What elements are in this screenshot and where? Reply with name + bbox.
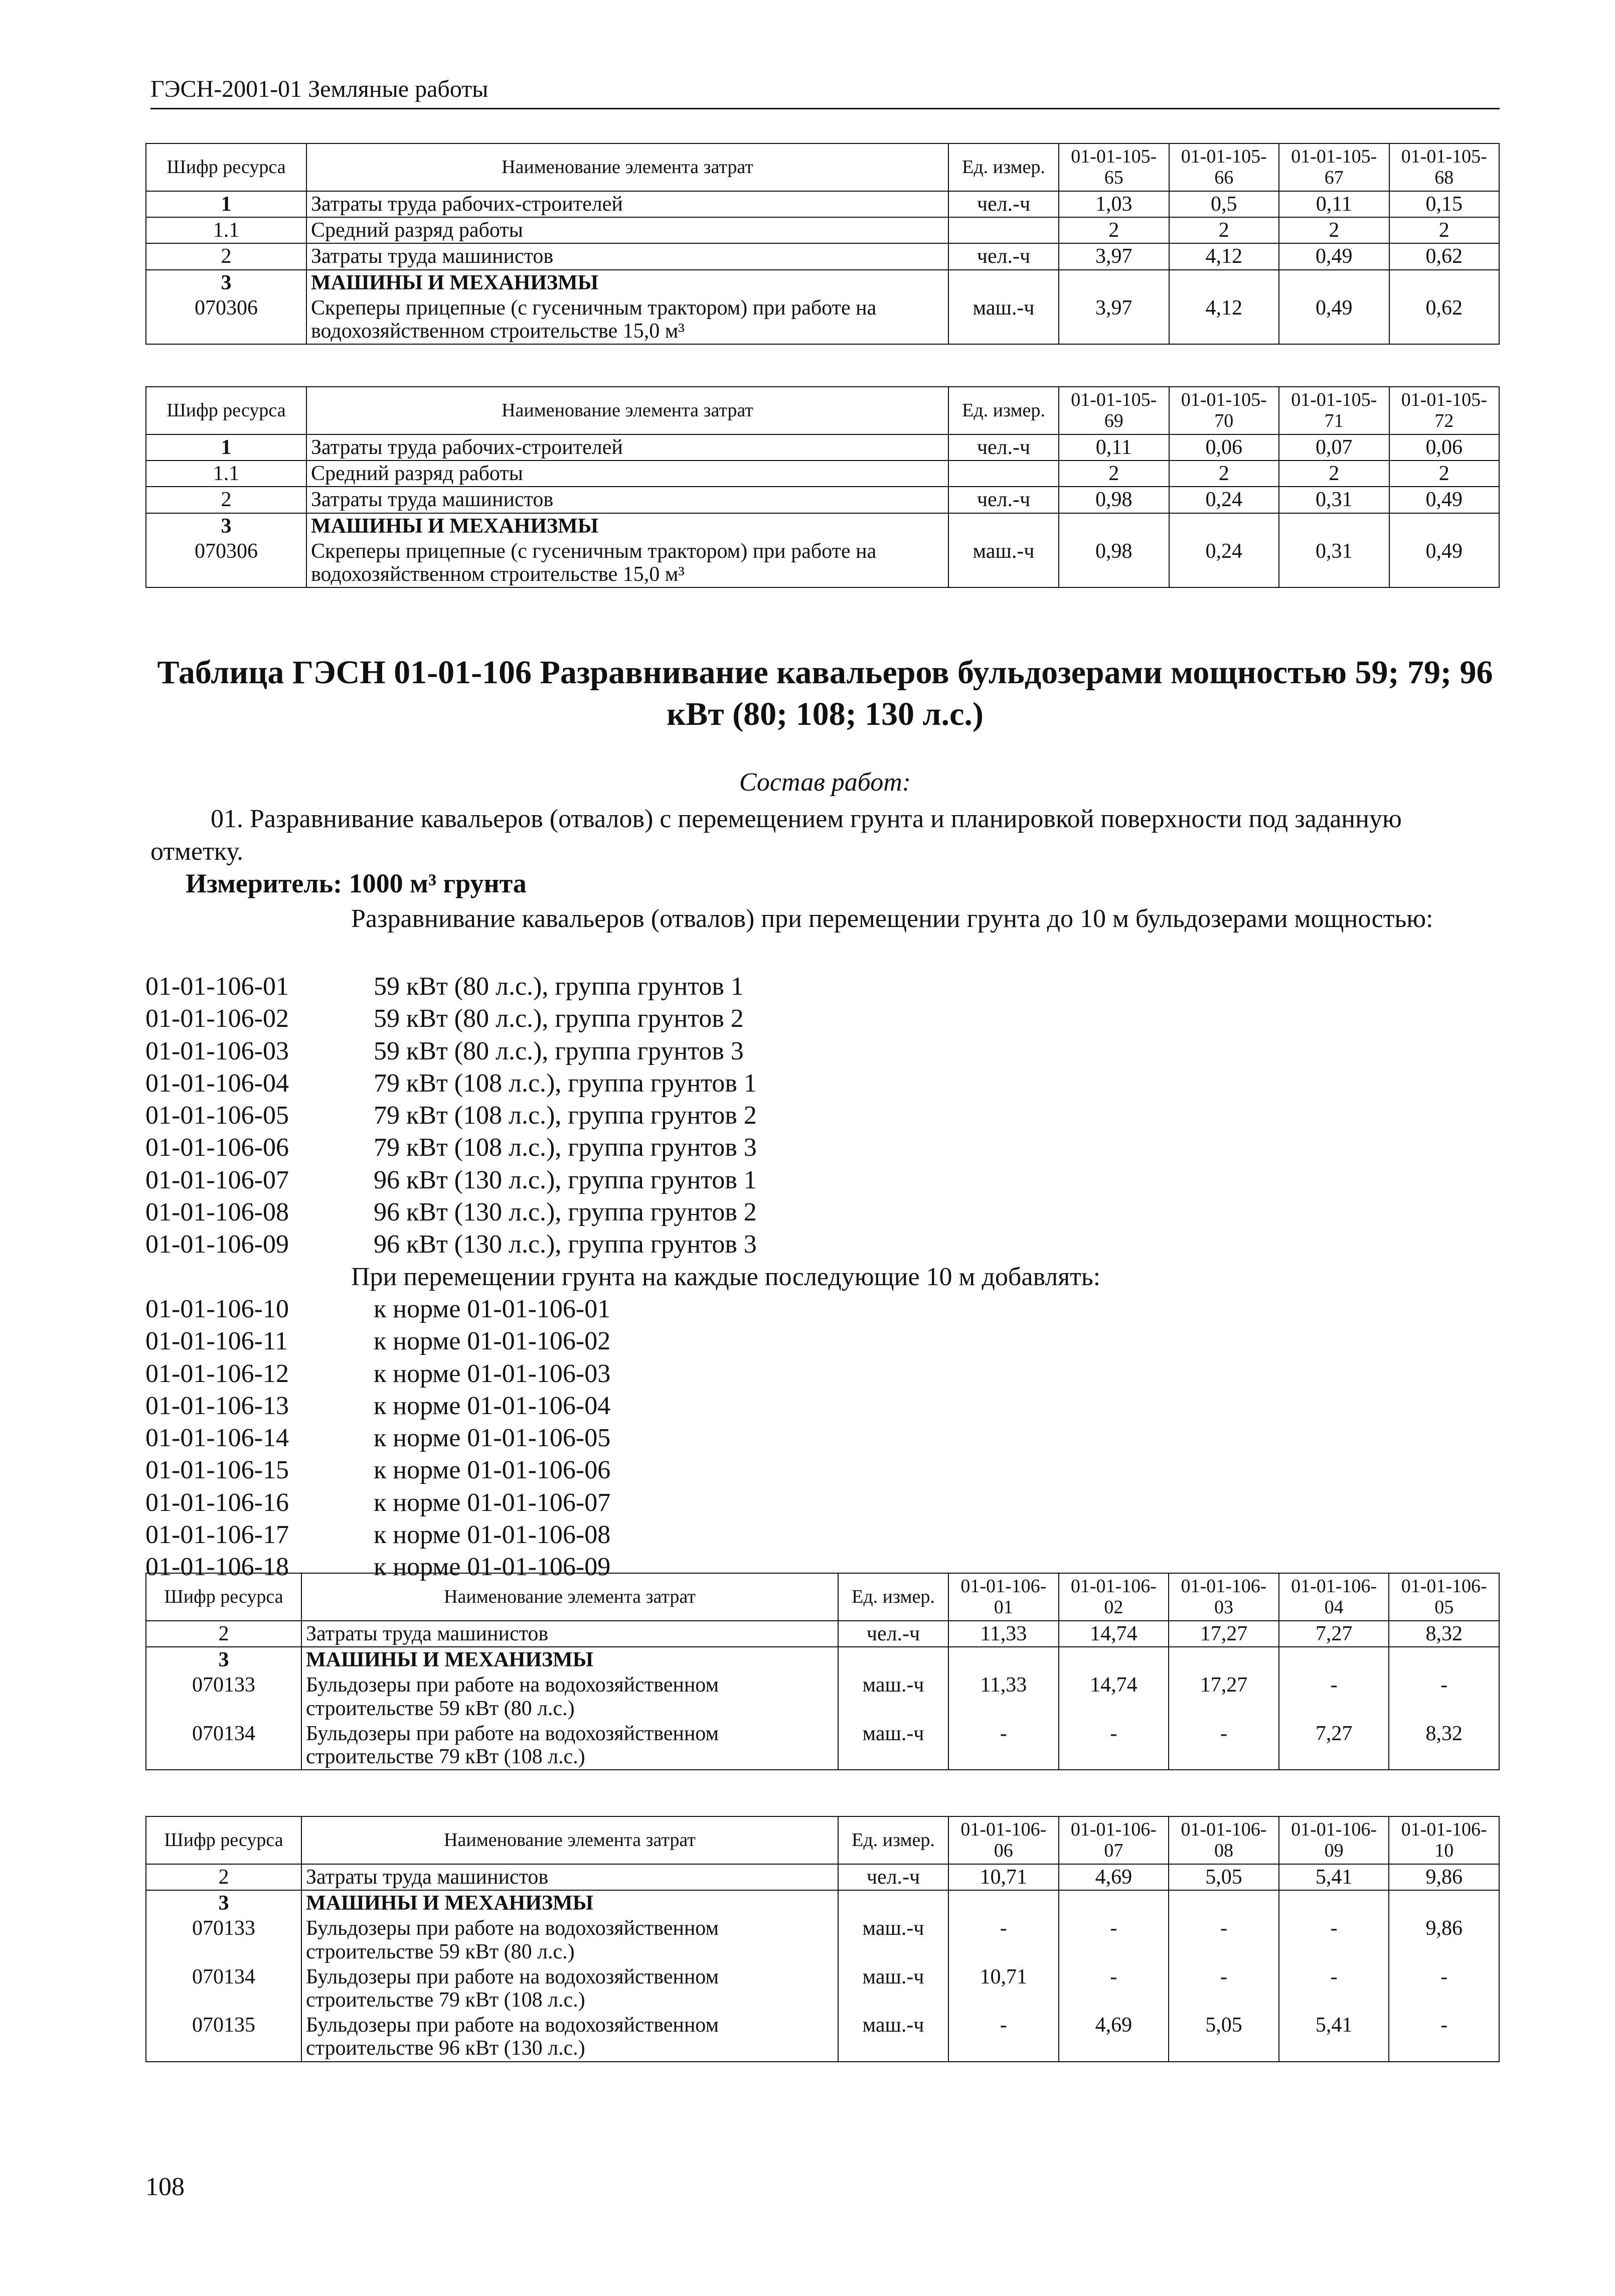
norm-value	[948, 1647, 1059, 1672]
list-item	[145, 1067, 1500, 1100]
list-item	[145, 971, 1500, 1003]
norm-value: 2	[1059, 461, 1169, 487]
norm-value	[948, 1890, 1059, 1916]
table-row	[146, 1721, 1499, 1770]
resource-table-105-69-72	[145, 386, 1500, 588]
table-row	[146, 1647, 1499, 1672]
resource-name: МАШИНЫ И МЕХАНИЗМЫ	[301, 1890, 838, 1916]
col-header-norm: 01-01-105-71	[1279, 387, 1389, 434]
norm-value: -	[1059, 1916, 1169, 1964]
norm-text: к норме 01-01-106-04	[374, 1391, 611, 1420]
col-header-code: Шифр ресурса	[146, 1573, 301, 1621]
resource-code: 3	[146, 270, 306, 295]
resource-unit	[948, 217, 1059, 243]
resource-unit: чел.-ч	[948, 191, 1059, 217]
norm-text: 96 кВт (130 л.с.), группа грунтов 3	[374, 1230, 757, 1259]
norm-value: -	[1169, 1916, 1279, 1964]
resource-unit: чел.-ч	[948, 243, 1059, 269]
col-header-norm: 01-01-106-08	[1169, 1816, 1279, 1864]
norm-value: 0,15	[1389, 191, 1500, 217]
norm-value: 3,97	[1059, 295, 1169, 344]
norm-code: 01-01-106-14	[145, 1424, 289, 1453]
resource-name: МАШИНЫ И МЕХАНИЗМЫ	[306, 513, 948, 539]
resource-unit: чел.-ч	[948, 434, 1059, 461]
resource-unit	[838, 1647, 948, 1672]
resource-name: Затраты труда машинистов	[301, 1621, 838, 1647]
col-header-norm: 01-01-106-05	[1389, 1573, 1499, 1621]
resource-name: Бульдозеры при работе на водохозяйственном строительстве 79 кВт (108 л.с.)	[301, 1721, 838, 1770]
norms-list	[145, 971, 1500, 1584]
col-header-name: Наименование элемента затрат	[306, 387, 948, 434]
resource-unit	[948, 513, 1059, 539]
resource-code: 070133	[146, 1672, 301, 1721]
measure-unit: Измеритель: 1000 м³ грунта	[186, 868, 527, 898]
list-item	[145, 1035, 1500, 1067]
col-header-norm: 01-01-106-02	[1059, 1573, 1169, 1621]
norm-value: 0,49	[1389, 539, 1500, 587]
resource-name: Скреперы прицепные (с гусеничным трактором) при работе на водохозяйственном строительстве 15,0 м³	[306, 295, 948, 344]
norm-code: 01-01-106-08	[145, 1198, 289, 1227]
norm-code: 01-01-106-12	[145, 1359, 289, 1388]
table-row	[146, 1916, 1499, 1964]
norm-text: 59 кВт (80 л.с.), группа грунтов 2	[374, 1004, 744, 1033]
norm-code: 01-01-106-17	[145, 1520, 289, 1550]
add-text: При перемещении грунта на каждые последующие 10 м добавлять:	[351, 1262, 1101, 1291]
norm-value: 2	[1169, 461, 1279, 487]
table-row	[146, 243, 1499, 269]
norm-text: 79 кВт (108 л.с.), группа грунтов 1	[374, 1068, 757, 1098]
norm-code: 01-01-106-16	[145, 1488, 289, 1517]
resource-table-106-01-05	[145, 1573, 1500, 1770]
resource-unit	[838, 1890, 948, 1916]
norm-code: 01-01-106-18	[145, 1553, 289, 1582]
resource-name: Средний разряд работы	[306, 461, 948, 487]
resource-name: Затраты труда машинистов	[306, 243, 948, 269]
resource-unit: маш.-ч	[838, 1916, 948, 1964]
page-number: 108	[145, 2173, 185, 2201]
resource-name: Бульдозеры при работе на водохозяйственном строительстве 96 кВт (130 л.с.)	[301, 2013, 838, 2061]
col-header-norm: 01-01-106-07	[1059, 1816, 1169, 1864]
norm-code: 01-01-106-07	[145, 1165, 289, 1194]
list-item	[145, 1487, 1500, 1519]
norm-text: к норме 01-01-106-02	[374, 1327, 611, 1356]
table-row	[146, 1621, 1499, 1647]
norm-value	[1279, 1647, 1389, 1672]
norm-value	[1279, 270, 1389, 295]
list-item	[145, 1422, 1500, 1454]
resource-code: 2	[146, 1864, 301, 1890]
resource-name: Затраты труда машинистов	[306, 487, 948, 513]
table-row	[146, 295, 1499, 344]
resource-unit: маш.-ч	[948, 295, 1059, 344]
col-header-unit: Ед. измер.	[838, 1816, 948, 1864]
resource-table-106-06-10	[145, 1816, 1500, 2062]
norm-value: 0,24	[1169, 487, 1279, 513]
norm-value: 4,12	[1169, 243, 1279, 269]
norm-value: -	[1389, 1964, 1499, 2013]
norm-value: 17,27	[1169, 1672, 1279, 1721]
col-header-unit: Ед. измер.	[948, 387, 1059, 434]
col-header-norm: 01-01-105-67	[1279, 143, 1389, 191]
table-title: Таблица ГЭСН 01-01-106 Разравнивание кавальеров бульдозерами мощностью 59; 79; 96 кВт (80; 108; 130 л.с.)	[157, 654, 1493, 732]
norm-value: 0,11	[1279, 191, 1389, 217]
norm-value: -	[1279, 1964, 1389, 2013]
resource-unit	[948, 461, 1059, 487]
resource-unit: маш.-ч	[838, 1721, 948, 1770]
resource-code: 3	[146, 1890, 301, 1916]
norm-text: к норме 01-01-106-08	[374, 1520, 611, 1550]
norm-value: 5,05	[1169, 2013, 1279, 2061]
col-header-norm: 01-01-106-06	[948, 1816, 1059, 1864]
norm-value	[1169, 513, 1279, 539]
list-item	[145, 1325, 1500, 1357]
table-row	[146, 270, 1499, 295]
resource-name: Затраты труда машинистов	[301, 1864, 838, 1890]
norm-value: 3,97	[1059, 243, 1169, 269]
norm-value: 0,24	[1169, 539, 1279, 587]
resource-code: 3	[146, 1647, 301, 1672]
list-item	[145, 1164, 1500, 1196]
col-header-code: Шифр ресурса	[146, 143, 306, 191]
norm-value: -	[1389, 2013, 1499, 2061]
resource-unit: маш.-ч	[948, 539, 1059, 587]
resource-code: 070135	[146, 2013, 301, 2061]
norm-text: 79 кВт (108 л.с.), группа грунтов 2	[374, 1101, 757, 1130]
works-text: 01. Разравнивание кавальеров (отвалов) с перемещением грунта и планировкой поверхности под заданную отметку.	[150, 805, 1402, 866]
table-row	[146, 434, 1499, 461]
norms-description: Разравнивание кавальеров (отвалов) при перемещении грунта до 10 м бульдозерами мощностью:	[351, 904, 1433, 933]
list-item	[145, 1358, 1500, 1390]
col-header-norm: 01-01-106-03	[1169, 1573, 1279, 1621]
norm-text: 79 кВт (108 л.с.), группа грунтов 3	[374, 1133, 757, 1162]
norm-code: 01-01-106-04	[145, 1068, 289, 1098]
norm-value	[1059, 1647, 1169, 1672]
norm-value: 10,71	[948, 1864, 1059, 1890]
norm-value: 7,27	[1279, 1621, 1389, 1647]
norm-value: 1,03	[1059, 191, 1169, 217]
norm-value: 5,05	[1169, 1864, 1279, 1890]
norm-value: 8,32	[1389, 1721, 1499, 1770]
norm-value: 10,71	[948, 1964, 1059, 2013]
resource-table-105-65-68	[145, 143, 1500, 345]
norm-text: 59 кВт (80 л.с.), группа грунтов 3	[374, 1036, 744, 1065]
norm-value: 5,41	[1279, 1864, 1389, 1890]
resource-name: МАШИНЫ И МЕХАНИЗМЫ	[301, 1647, 838, 1672]
norm-text: 96 кВт (130 л.с.), группа грунтов 1	[374, 1165, 757, 1194]
col-header-norm: 01-01-105-69	[1059, 387, 1169, 434]
resource-name: Бульдозеры при работе на водохозяйственном строительстве 59 кВт (80 л.с.)	[301, 1916, 838, 1964]
resource-code: 070306	[146, 295, 306, 344]
table-row	[146, 1672, 1499, 1721]
table-row	[146, 1864, 1499, 1890]
list-item	[145, 1132, 1500, 1164]
col-header-norm: 01-01-105-72	[1389, 387, 1500, 434]
resource-name: Скреперы прицепные (с гусеничным трактором) при работе на водохозяйственном строительстве 15,0 м³	[306, 539, 948, 587]
resource-name: Средний разряд работы	[306, 217, 948, 243]
norm-value	[1389, 513, 1500, 539]
norm-value: -	[1389, 1672, 1499, 1721]
resource-code: 070306	[146, 539, 306, 587]
col-header-norm: 01-01-106-09	[1279, 1816, 1389, 1864]
resource-name: Бульдозеры при работе на водохозяйственном строительстве 59 кВт (80 л.с.)	[301, 1672, 838, 1721]
resource-unit: маш.-ч	[838, 1964, 948, 2013]
col-header-name: Наименование элемента затрат	[301, 1573, 838, 1621]
norm-value: 0,49	[1279, 295, 1389, 344]
norm-value	[1169, 270, 1279, 295]
table-row	[146, 461, 1499, 487]
col-header-norm: 01-01-106-04	[1279, 1573, 1389, 1621]
list-item	[145, 1454, 1500, 1486]
norm-value: 0,06	[1169, 434, 1279, 461]
resource-unit: чел.-ч	[948, 487, 1059, 513]
resource-code: 3	[146, 513, 306, 539]
norm-value: 0,31	[1279, 539, 1389, 587]
col-header-norm: 01-01-106-10	[1389, 1816, 1499, 1864]
norm-value	[1059, 270, 1169, 295]
norm-value: 11,33	[948, 1672, 1059, 1721]
list-item	[145, 1100, 1500, 1132]
norm-value: 2	[1389, 461, 1500, 487]
resource-name: Бульдозеры при работе на водохозяйственном строительстве 79 кВт (108 л.с.)	[301, 1964, 838, 2013]
list-item	[145, 1196, 1500, 1229]
table-row	[146, 191, 1499, 217]
norm-text: к норме 01-01-106-03	[374, 1359, 611, 1388]
table-row	[146, 1964, 1499, 2013]
norm-code: 01-01-106-02	[145, 1004, 289, 1033]
norm-code: 01-01-106-05	[145, 1101, 289, 1130]
norm-value: 0,07	[1279, 434, 1389, 461]
norm-text: к норме 01-01-106-06	[374, 1456, 611, 1485]
norm-value: 14,74	[1059, 1621, 1169, 1647]
resource-code: 1	[146, 191, 306, 217]
col-header-norm: 01-01-105-70	[1169, 387, 1279, 434]
norm-code: 01-01-106-15	[145, 1456, 289, 1485]
norm-code: 01-01-106-10	[145, 1294, 289, 1323]
norm-value: 9,86	[1389, 1864, 1499, 1890]
norm-value: 8,32	[1389, 1621, 1499, 1647]
norm-value: 4,12	[1169, 295, 1279, 344]
resource-code: 070134	[146, 1721, 301, 1770]
norm-value: 4,69	[1059, 2013, 1169, 2061]
norm-value	[1169, 1647, 1279, 1672]
running-title: ГЭСН-2001-01 Земляные работы	[150, 75, 1500, 109]
norm-text: 96 кВт (130 л.с.), группа грунтов 2	[374, 1198, 757, 1227]
resource-name: Затраты труда рабочих-строителей	[306, 434, 948, 461]
list-item	[145, 1261, 1500, 1293]
norm-text: 59 кВт (80 л.с.), группа грунтов 1	[374, 972, 744, 1001]
col-header-norm: 01-01-105-66	[1169, 143, 1279, 191]
col-header-norm: 01-01-105-65	[1059, 143, 1169, 191]
norm-value: -	[948, 1721, 1059, 1770]
norm-value: 0,5	[1169, 191, 1279, 217]
norm-value: 0,62	[1389, 243, 1500, 269]
resource-code: 070133	[146, 1916, 301, 1964]
norm-code: 01-01-106-01	[145, 972, 289, 1001]
table-row	[146, 539, 1499, 587]
col-header-name: Наименование элемента затрат	[306, 143, 948, 191]
col-header-unit: Ед. измер.	[838, 1573, 948, 1621]
norm-value: 0,62	[1389, 295, 1500, 344]
works-heading: Состав работ:	[739, 768, 911, 797]
table-row	[146, 2013, 1499, 2061]
col-header-code: Шифр ресурса	[146, 387, 306, 434]
norm-value: -	[1169, 1721, 1279, 1770]
list-item	[145, 1293, 1500, 1325]
resource-unit: чел.-ч	[838, 1864, 948, 1890]
table-row	[146, 1890, 1499, 1916]
resource-name: Затраты труда рабочих-строителей	[306, 191, 948, 217]
norm-code: 01-01-106-06	[145, 1133, 289, 1162]
col-header-code: Шифр ресурса	[146, 1816, 301, 1864]
norm-text: к норме 01-01-106-07	[374, 1488, 611, 1517]
norm-value: 0,49	[1389, 487, 1500, 513]
list-item	[145, 1519, 1500, 1551]
resource-code: 2	[146, 1621, 301, 1647]
norm-value: -	[948, 2013, 1059, 2061]
norm-code: 01-01-106-13	[145, 1391, 289, 1420]
norm-value: 2	[1169, 217, 1279, 243]
norm-code: 01-01-106-03	[145, 1036, 289, 1065]
norm-code: 01-01-106-11	[145, 1327, 288, 1356]
col-header-name: Наименование элемента затрат	[301, 1816, 838, 1864]
norm-value	[1389, 1647, 1499, 1672]
resource-unit	[948, 270, 1059, 295]
resource-code: 1.1	[146, 461, 306, 487]
norm-text: к норме 01-01-106-05	[374, 1424, 611, 1453]
resource-code: 070134	[146, 1964, 301, 2013]
resource-name: МАШИНЫ И МЕХАНИЗМЫ	[306, 270, 948, 295]
norm-value: 0,06	[1389, 434, 1500, 461]
norm-value: 9,86	[1389, 1916, 1499, 1964]
norm-value: -	[1279, 1672, 1389, 1721]
resource-code: 1	[146, 434, 306, 461]
norm-value: -	[948, 1916, 1059, 1964]
norm-value: 7,27	[1279, 1721, 1389, 1770]
norm-value: 0,98	[1059, 487, 1169, 513]
norm-value	[1389, 1890, 1499, 1916]
list-item	[145, 1229, 1500, 1261]
norm-value: 0,98	[1059, 539, 1169, 587]
norm-value: 0,31	[1279, 487, 1389, 513]
norm-value: -	[1059, 1721, 1169, 1770]
norm-text: к норме 01-01-106-09	[374, 1553, 611, 1582]
norm-value: 2	[1059, 217, 1169, 243]
norm-value: 0,11	[1059, 434, 1169, 461]
norm-text: к норме 01-01-106-01	[374, 1294, 611, 1323]
resource-code: 2	[146, 487, 306, 513]
norm-value	[1389, 270, 1500, 295]
norm-value: 14,74	[1059, 1672, 1169, 1721]
col-header-norm: 01-01-105-68	[1389, 143, 1500, 191]
norm-value: 0,49	[1279, 243, 1389, 269]
norm-code: 01-01-106-09	[145, 1230, 289, 1259]
resource-code: 1.1	[146, 217, 306, 243]
norm-value: 11,33	[948, 1621, 1059, 1647]
norm-value	[1279, 513, 1389, 539]
norm-value	[1059, 1890, 1169, 1916]
norm-value: 2	[1279, 217, 1389, 243]
norm-value: 4,69	[1059, 1864, 1169, 1890]
table-row	[146, 513, 1499, 539]
list-item	[145, 1003, 1500, 1035]
resource-unit: маш.-ч	[838, 2013, 948, 2061]
list-item	[145, 1390, 1500, 1422]
norm-value: -	[1059, 1964, 1169, 2013]
col-header-norm: 01-01-106-01	[948, 1573, 1059, 1621]
norm-value	[1169, 1890, 1279, 1916]
norm-value: 2	[1279, 461, 1389, 487]
table-row	[146, 217, 1499, 243]
norm-value: -	[1279, 1916, 1389, 1964]
table-row	[146, 487, 1499, 513]
norm-value: 2	[1389, 217, 1500, 243]
resource-unit: маш.-ч	[838, 1672, 948, 1721]
norm-value	[1059, 513, 1169, 539]
resource-code: 2	[146, 243, 306, 269]
norm-value: -	[1169, 1964, 1279, 2013]
norm-value	[1279, 1890, 1389, 1916]
norm-value: 17,27	[1169, 1621, 1279, 1647]
norm-value: 5,41	[1279, 2013, 1389, 2061]
col-header-unit: Ед. измер.	[948, 143, 1059, 191]
resource-unit: чел.-ч	[838, 1621, 948, 1647]
